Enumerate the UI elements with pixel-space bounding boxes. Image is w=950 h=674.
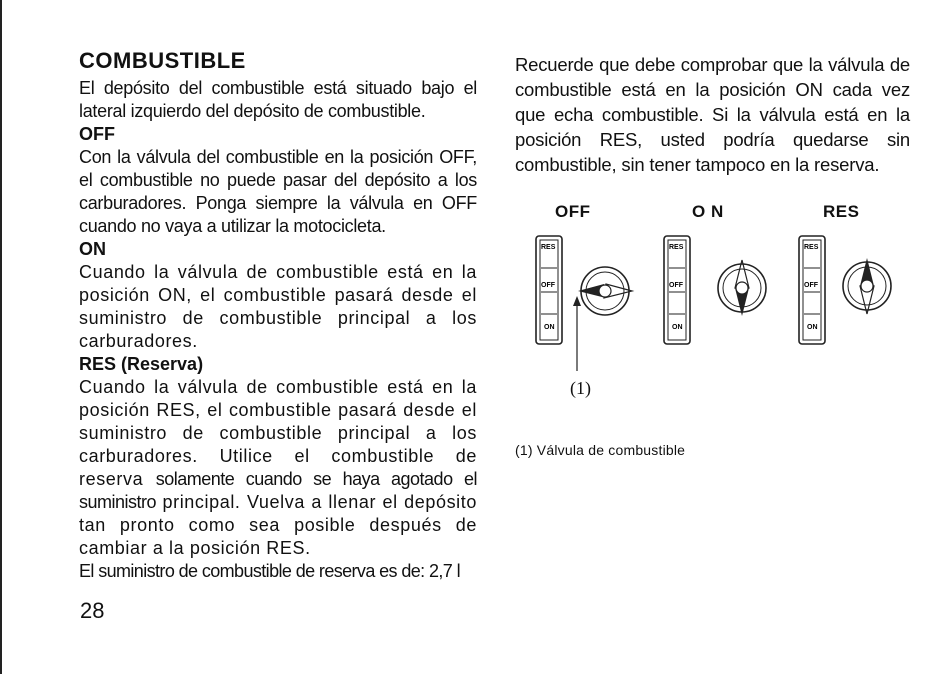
valve-res-illustration — [799, 236, 891, 344]
res-heading: RES (Reserva) — [79, 354, 204, 374]
intro-paragraph: El depósito del combustible está situado bajo el lateral izquierdo del depósito de combustible. — [79, 78, 477, 121]
res-text-2: solamente cuando se haya agotado el suministro — [79, 469, 477, 512]
gauge-mark-off-1: OFF — [541, 282, 555, 289]
res-paragraph — [79, 376, 477, 560]
section-title: COMBUSTIBLE — [79, 48, 246, 73]
off-paragraph: Con la válvula del combustible en la posición OFF, el combustible no puede pasar del depósito a los carburadores. Ponga siempre la válvula en OFF cuando no vaya a utilizar la motocicleta. — [79, 147, 477, 236]
figure-caption: (1) Válvula de combustible — [515, 442, 686, 458]
figure-label-on: O N — [692, 202, 724, 221]
gauge-mark-off-2: OFF — [669, 282, 683, 289]
valve-off-illustration — [536, 236, 632, 371]
gauge-mark-res-3: RES — [804, 244, 819, 251]
left-column — [79, 48, 477, 583]
gauge-mark-on-2: ON — [672, 324, 683, 331]
res-text-3: principal. Vuelva a llenar el depósito tan pronto como sea posible después de cambiar a la posición RES. — [79, 492, 477, 558]
gauge-mark-on-3: ON — [807, 324, 818, 331]
gauge-mark-on-1: ON — [544, 324, 555, 331]
reminder-paragraph: Recuerde que debe comprobar que la válvula de combustible está en la posición ON cada vez que echa combustible. Si la válvula está en la posición RES, usted podría quedarse sin combustible, sin tener tampoco en la reserva. — [515, 54, 910, 175]
callout-number: (1) — [570, 378, 591, 398]
figure-label-res: RES — [823, 202, 860, 221]
gauge-mark-res-1: RES — [541, 244, 556, 251]
valve-diagrams — [515, 196, 915, 406]
reserve-note: El suministro de combustible de reserva es de: 2,7 l — [79, 561, 460, 581]
fuel-valve-figure — [515, 196, 915, 406]
right-column — [515, 52, 910, 177]
on-paragraph: Cuando la válvula de combustible está en la posición ON, el combustible pasará desde el suministro de combustible principal a los carburadores. — [79, 262, 477, 351]
figure-label-off: OFF — [555, 202, 591, 221]
off-heading: OFF — [79, 124, 115, 144]
on-heading: ON — [79, 239, 106, 259]
page-number: 28 — [80, 598, 105, 623]
res-text-1: Cuando la válvula de combustible está en la posición RES, el combustible pasará desde el suministro de combustible principal a los carburadores. Utilice el combustible de reserva — [79, 377, 477, 489]
page-edge — [0, 0, 2, 674]
valve-on-illustration — [664, 236, 766, 344]
gauge-mark-res-2: RES — [669, 244, 684, 251]
gauge-mark-off-3: OFF — [804, 282, 818, 289]
